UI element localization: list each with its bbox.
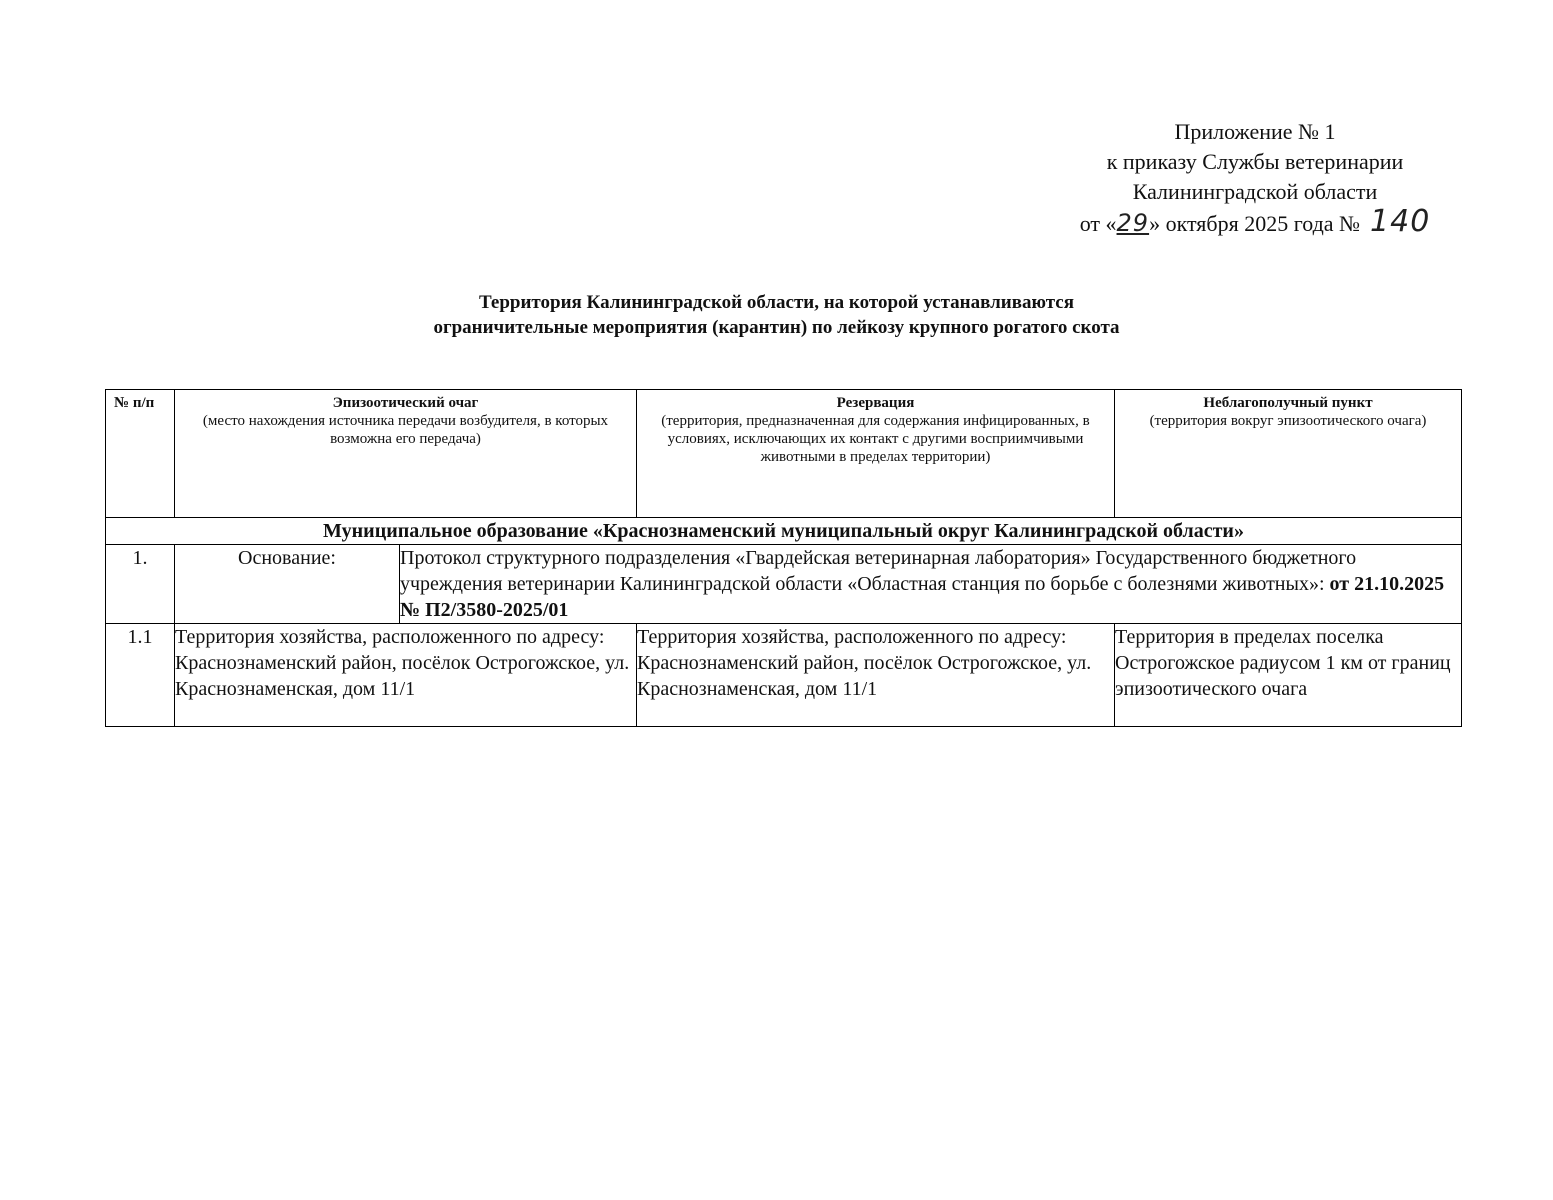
basis-num: 1.: [106, 545, 175, 624]
header-reservation-desc: (территория, предназначенная для содержания инфицированных, в условиях, исключающих их контакт с другими восприимчивыми животными в пределах территории): [661, 413, 1090, 465]
municipality-name: Муниципальное образование «Краснознаменский муниципальный округ Калининградской области»: [106, 518, 1462, 545]
title-line-1: Территория Калининградской области, на которой устанавливаются: [478, 292, 1075, 313]
table-row: [106, 624, 1462, 727]
document-title: [0, 290, 1553, 340]
header-point-title: Неблагополучный пункт: [1203, 395, 1373, 411]
title-line-2: ограничительные мероприятия (карантин) по лейкозу крупного рогатого скота: [433, 317, 1120, 338]
appendix-order-ref: к приказу Службы ветеринарии: [1106, 149, 1404, 174]
appendix-title: Приложение № 1: [1174, 119, 1336, 144]
header-focus-title: Эпизоотический очаг: [332, 395, 479, 411]
item-num: 1.1: [106, 624, 175, 727]
header-row: [106, 390, 1462, 518]
header-point: [1115, 390, 1462, 518]
appendix-region: Калининградской области: [1132, 179, 1378, 204]
basis-protocol: от 21.10.2025 № П2/3580-2025/01: [400, 573, 1445, 621]
header-reservation-title: Резервация: [836, 395, 915, 411]
basis-row: [106, 545, 1462, 624]
municipality-row: [106, 518, 1462, 545]
item-point: Территория в пределах поселка Острогожское радиусом 1 км от границ эпизоотического очага: [1115, 624, 1462, 727]
handwritten-order-number: 140: [1370, 204, 1431, 239]
item-reservation: Территория хозяйства, расположенного по адресу: Краснознаменский район, посёлок Острогожское, ул. Краснознаменская, дом 11/1: [637, 624, 1115, 727]
header-focus: [175, 390, 637, 518]
item-focus: Территория хозяйства, расположенного по адресу: Краснознаменский район, посёлок Острогожское, ул. Краснознаменская, дом 11/1: [175, 624, 637, 727]
appendix-date-line: [1040, 204, 1470, 239]
header-point-desc: (территория вокруг эпизоотического очага): [1149, 413, 1427, 429]
territory-table: [105, 389, 1462, 727]
header-reservation: [637, 390, 1115, 518]
handwritten-day: 29: [1116, 209, 1150, 237]
date-prefix: от «: [1079, 211, 1117, 236]
appendix-block: [1040, 117, 1470, 239]
basis-text-cell: [400, 545, 1462, 624]
date-suffix: » октября 2025 года №: [1149, 211, 1361, 236]
header-num: № п/п: [106, 390, 175, 518]
basis-label: Основание:: [175, 545, 400, 624]
basis-text: Протокол структурного подразделения «Гвардейская ветеринарная лаборатория» Государственного бюджетного учреждения ветеринарии Калининградской области «Областная станция по борьбе с болезнями животных»:: [400, 547, 1357, 595]
header-focus-desc: (место нахождения источника передачи возбудителя, в которых возможна его передача): [202, 413, 609, 447]
